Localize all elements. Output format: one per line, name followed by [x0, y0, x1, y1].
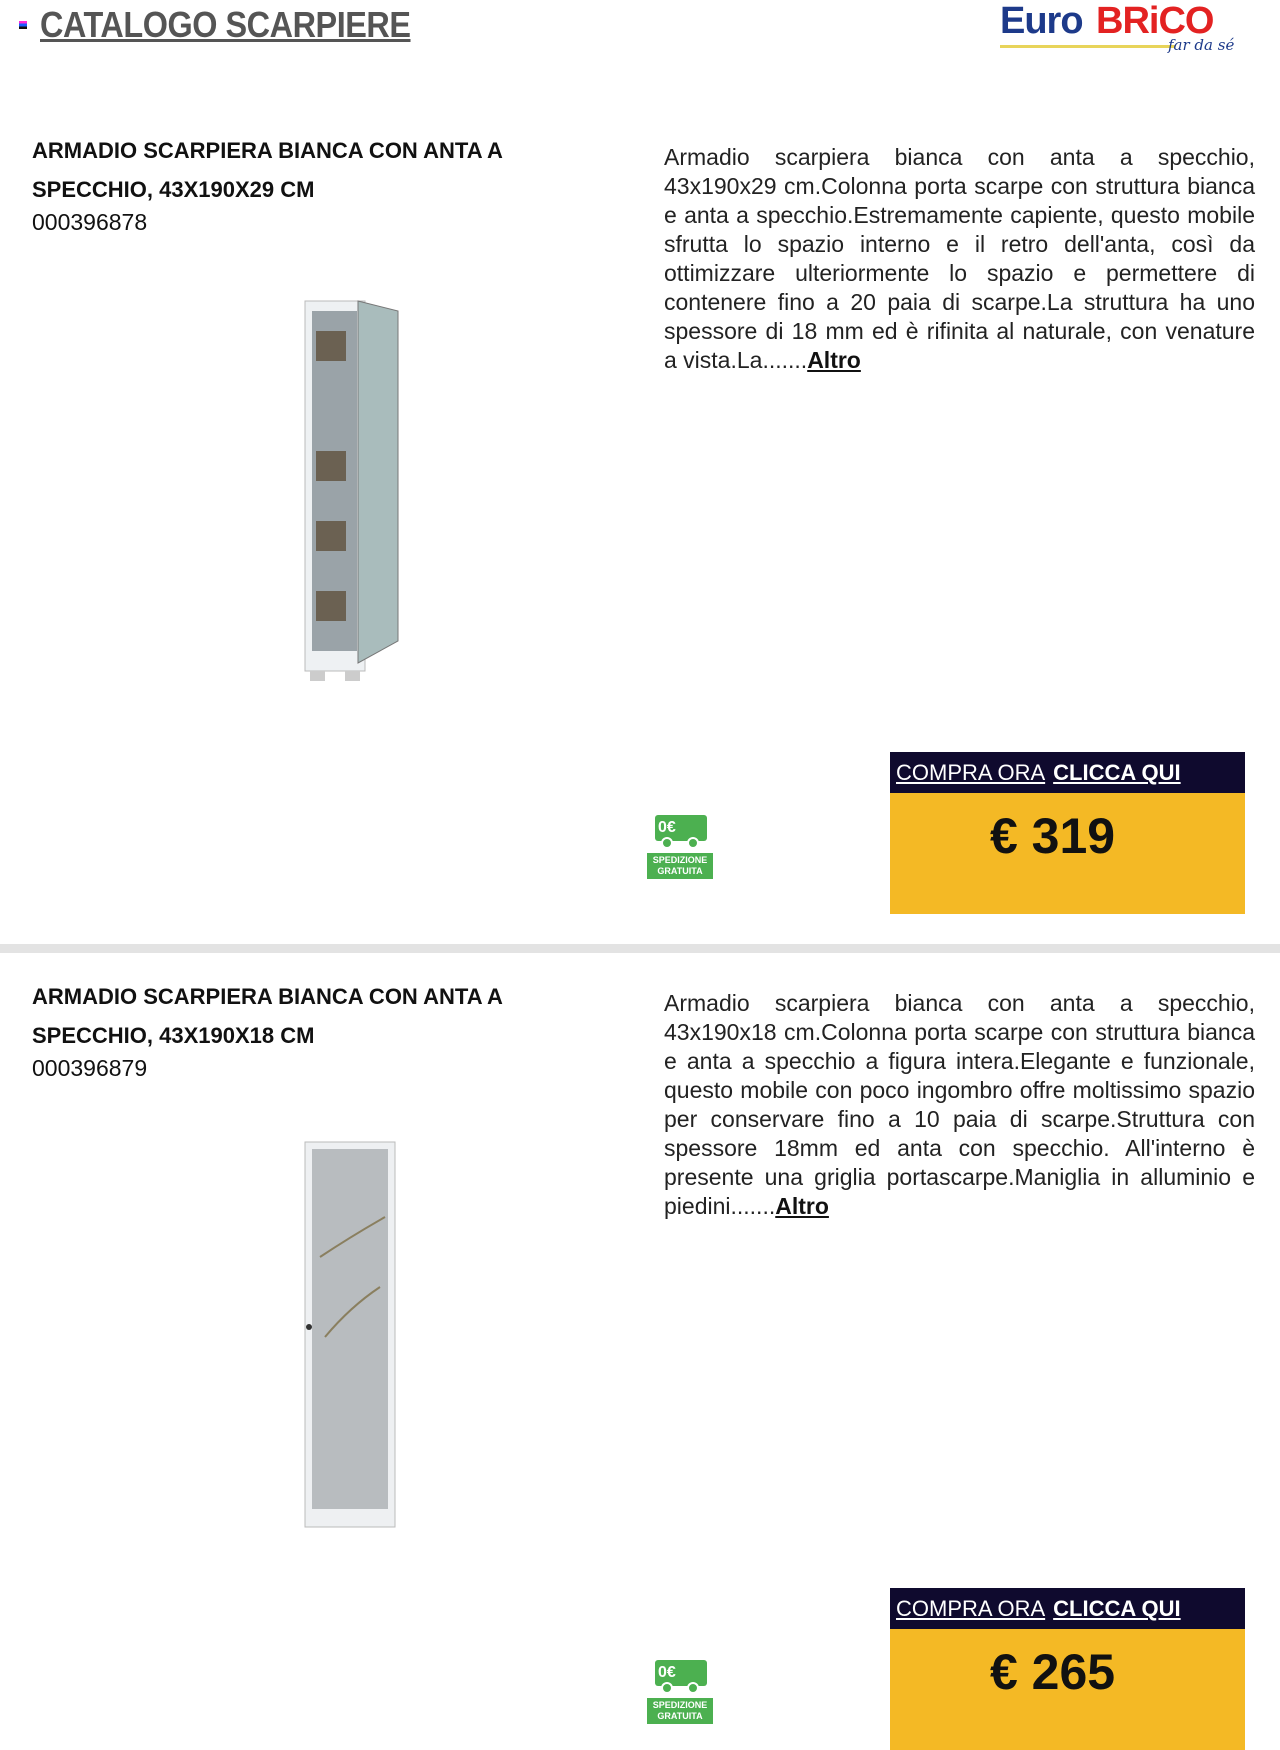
- logo-underline: [1000, 45, 1175, 48]
- buy-box[interactable]: [890, 1588, 1245, 1750]
- logo-euro: Euro: [1000, 0, 1083, 42]
- eurobrico-logo[interactable]: [1000, 0, 1250, 60]
- logo-tagline: far da sé: [1168, 36, 1235, 54]
- free-shipping-icon: [647, 815, 713, 879]
- price: € 319: [890, 793, 1245, 914]
- more-link[interactable]: Altro: [775, 1193, 829, 1219]
- shipping-price: 0€: [655, 1660, 707, 1686]
- more-link[interactable]: Altro: [807, 347, 861, 373]
- buy-now-link[interactable]: [890, 1588, 1245, 1629]
- page-title[interactable]: CATALOGO SCARPIERE: [40, 4, 411, 45]
- product-code: 000396878: [32, 209, 148, 235]
- price: € 265: [890, 1629, 1245, 1750]
- description-text: Armadio scarpiera bianca con anta a specchio, 43x190x18 cm.Colonna porta scarpe con struttura bianca e anta a specchio a figura intera.Elegante e funzionale, questo mobile con poco ingombro offre moltissimo spazio per conservare fino a 10 paia di scarpe.Struttura con spessore 18mm ed anta con specchio. All'interno è presente una griglia portascarpe.Maniglia in alluminio e piedini.......: [664, 990, 1255, 1219]
- buy-label[interactable]: COMPRA ORA: [896, 760, 1046, 785]
- logo-brico: BRiCO: [1096, 0, 1214, 42]
- shipping-label: SPEDIZIONE GRATUITA: [647, 853, 713, 879]
- shipping-price: 0€: [655, 815, 707, 841]
- click-here-link[interactable]: CLICCA QUI: [1053, 1596, 1181, 1621]
- bullet-icon: [19, 21, 27, 29]
- product-code: 000396879: [32, 1055, 148, 1081]
- divider: [0, 944, 1280, 953]
- free-shipping-icon: [647, 1660, 713, 1724]
- description-text: Armadio scarpiera bianca con anta a specchio, 43x190x29 cm.Colonna porta scarpe con struttura bianca e anta a specchio.Estremamente capiente, questo mobile sfrutta lo spazio interno e il retro dell'anta, così da ottimizzare ulteriormente lo spazio e permettere di contenere fino a 20 paia di scarpe.La struttura ha uno spessore di 18 mm ed è rifinita al naturale, con venature a vista.La.......: [664, 144, 1255, 373]
- product-image: [270, 291, 430, 691]
- buy-now-link[interactable]: [890, 752, 1245, 793]
- shipping-label: SPEDIZIONE GRATUITA: [647, 1698, 713, 1724]
- product-description: [664, 143, 1255, 375]
- product-title: ARMADIO SCARPIERA BIANCA CON ANTA A SPECCHIO, 43X190X29 CM: [32, 138, 503, 202]
- click-here-link[interactable]: CLICCA QUI: [1053, 760, 1181, 785]
- buy-label[interactable]: COMPRA ORA: [896, 1596, 1046, 1621]
- product-image: [290, 1137, 410, 1537]
- product-card: [0, 977, 1280, 1750]
- product-description: [664, 989, 1255, 1221]
- product-title: ARMADIO SCARPIERA BIANCA CON ANTA A SPECCHIO, 43X190X18 CM: [32, 984, 503, 1048]
- product-card: [0, 131, 1280, 931]
- buy-box[interactable]: [890, 752, 1245, 914]
